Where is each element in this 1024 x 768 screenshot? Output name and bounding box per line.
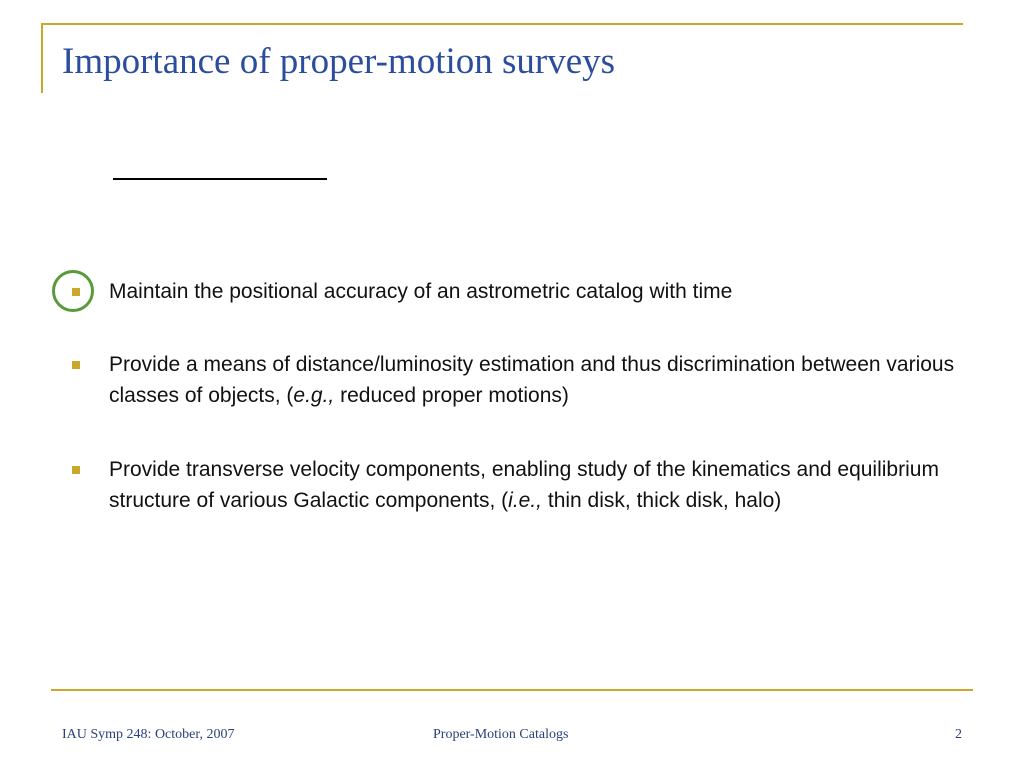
slide-title: Importance of proper-motion surveys <box>62 41 616 82</box>
bullet-item <box>109 349 959 411</box>
square-bullet-icon <box>72 466 80 474</box>
bullet-text: Provide a means of distance/luminosity estimation and thus discrimination between various classes of objects, ( <box>109 353 955 407</box>
bullet-text: Maintain the positional accuracy of an astrometric catalog with time <box>109 280 733 303</box>
footer-rule <box>51 689 973 691</box>
bullet-text: thin disk, thick disk, halo) <box>542 489 782 512</box>
bullet-item <box>109 454 959 516</box>
bullet-text: reduced proper motions) <box>334 384 569 407</box>
square-bullet-icon <box>72 361 80 369</box>
frame-left-rule <box>41 23 43 93</box>
square-bullet-icon <box>72 288 80 296</box>
blank-underline <box>113 178 327 180</box>
bullet-emphasis: e.g., <box>293 384 335 407</box>
bullet-text: Provide transverse velocity components, enabling study of the kinematics and equilibrium structure of various Galactic components, ( <box>109 458 939 512</box>
footer-event: IAU Symp 248: October, 2007 <box>62 727 235 742</box>
frame-top-rule <box>41 23 963 25</box>
bullet-emphasis: i.e., <box>508 489 543 512</box>
bullet-item <box>109 276 959 307</box>
page-number: 2 <box>955 727 962 742</box>
footer-title: Proper-Motion Catalogs <box>433 727 569 742</box>
